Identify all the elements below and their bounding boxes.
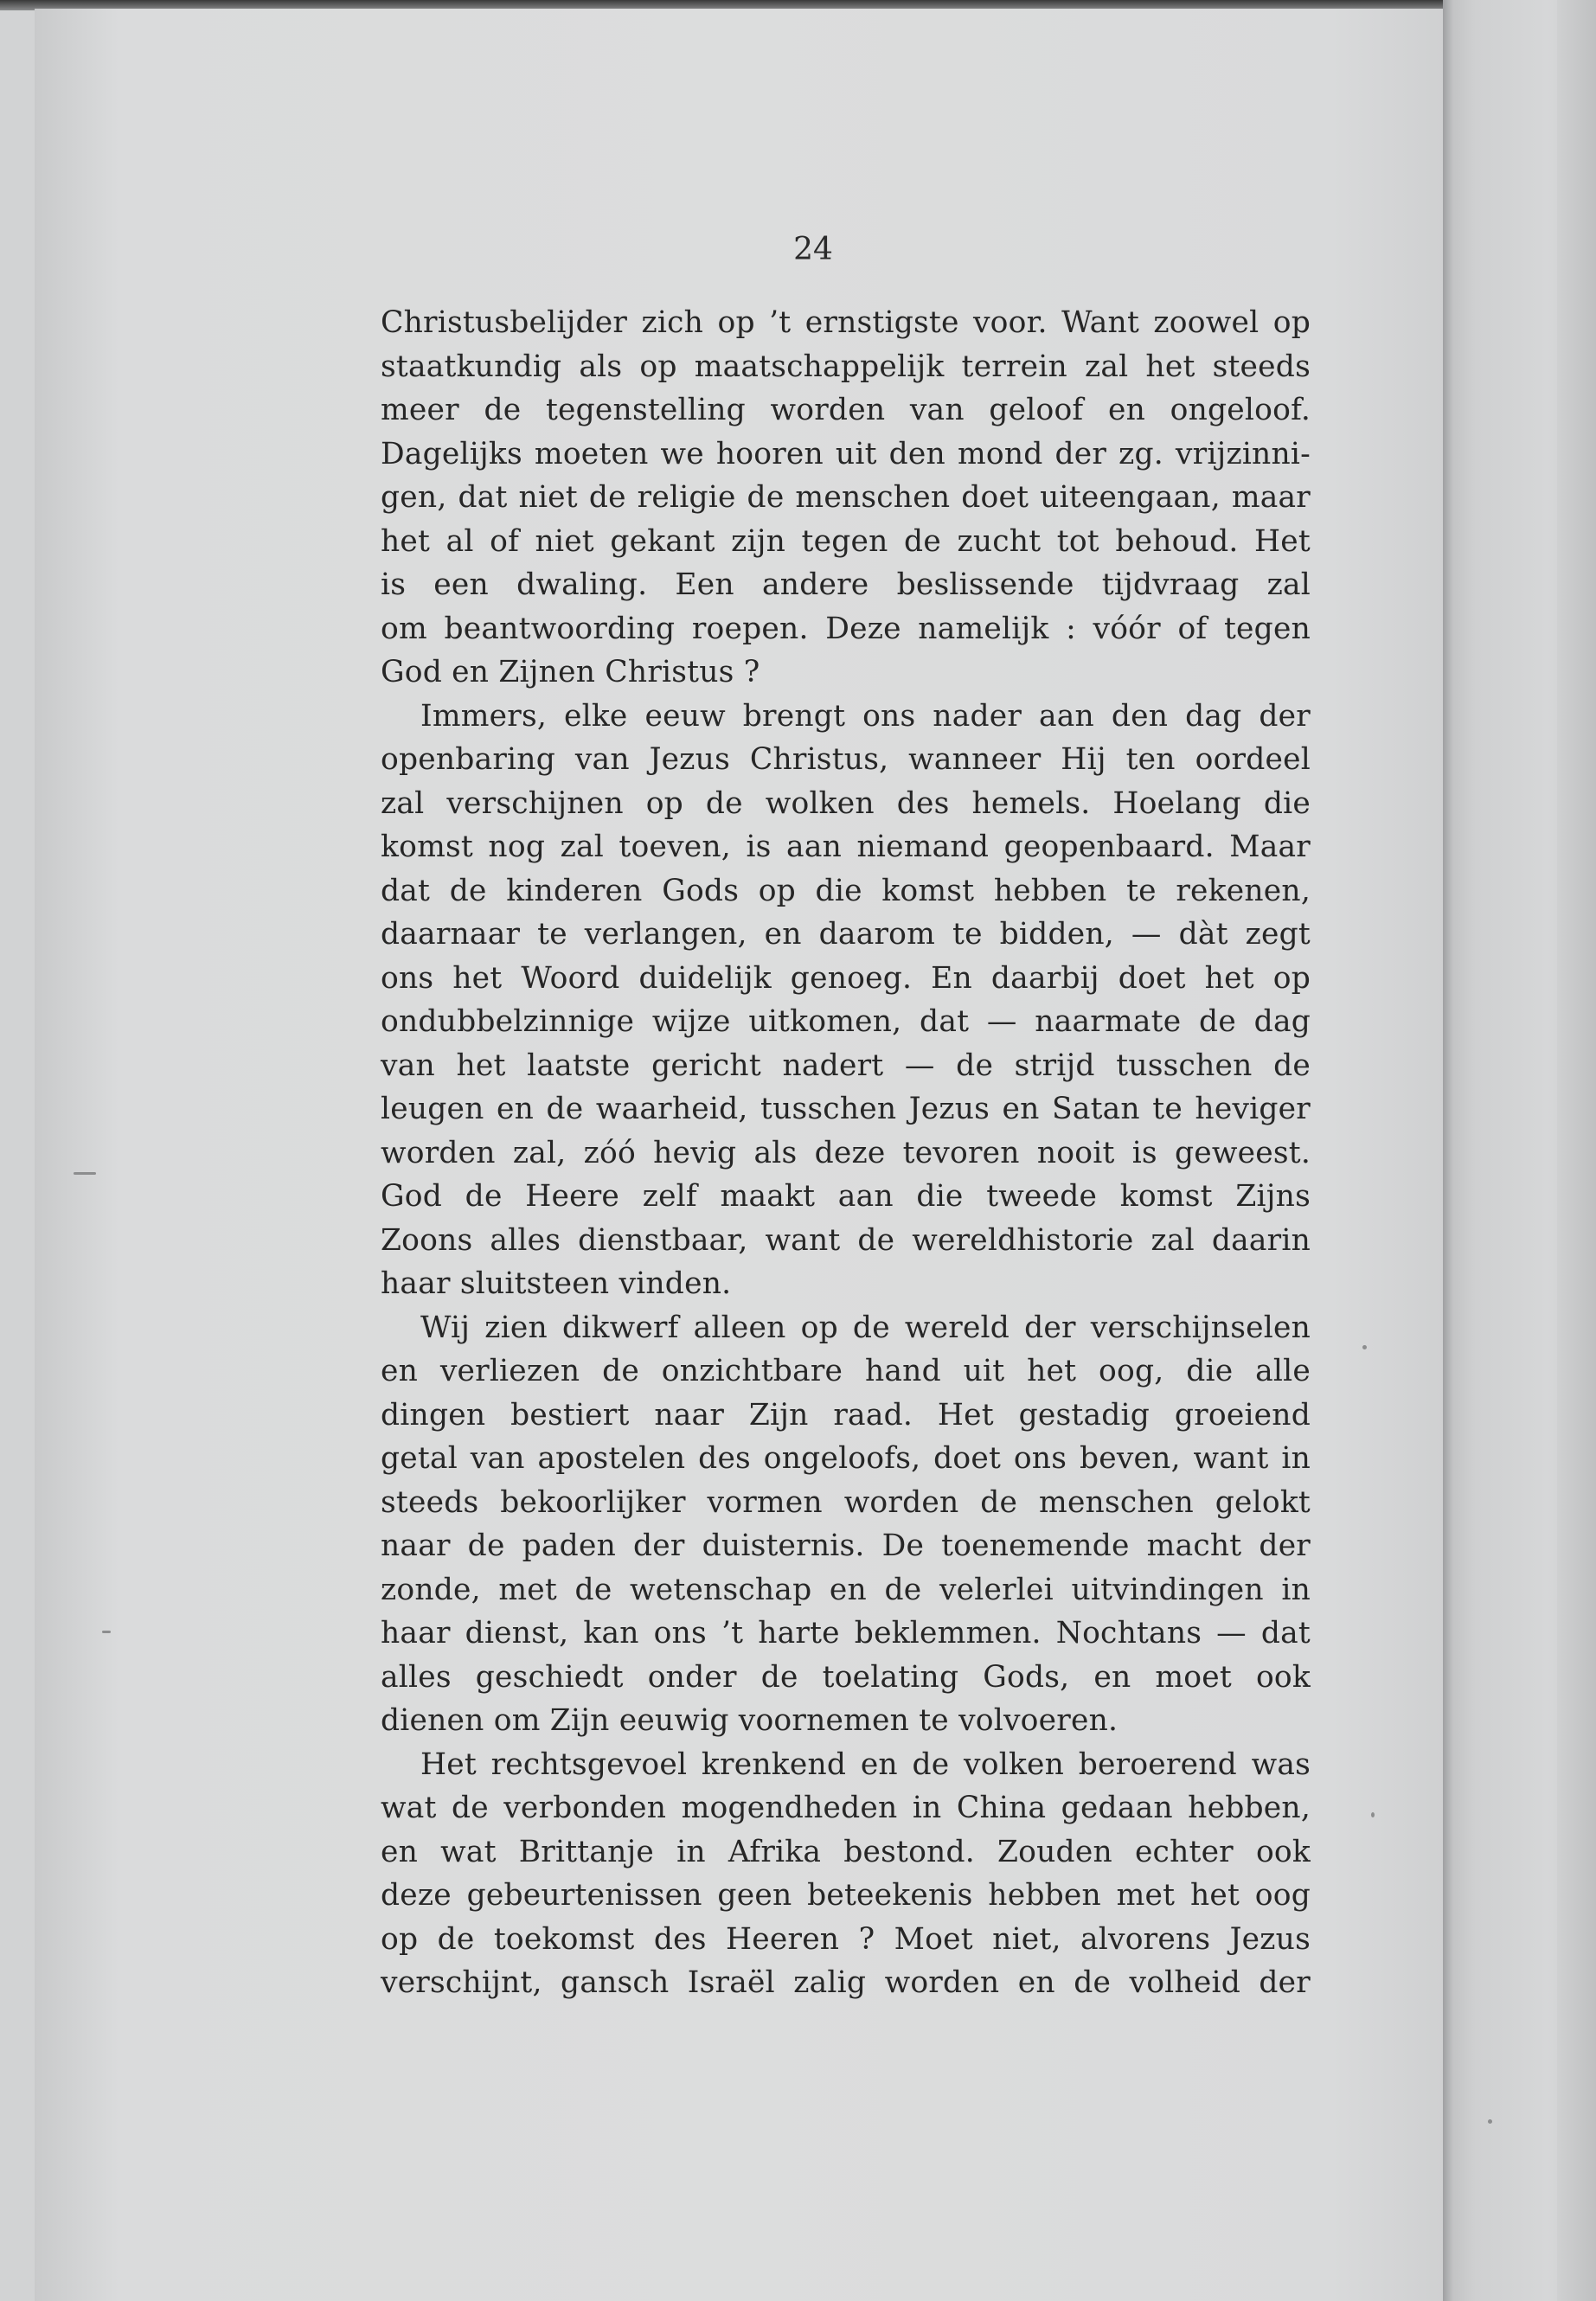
- text-line: ondubbelzinnige wijze uitkomen, dat — naarmate de dag: [381, 1004, 1311, 1039]
- text-line: leugen en de waarheid, tusschen Jezus en Satan te heviger: [381, 1092, 1311, 1126]
- page-number: 24: [793, 232, 833, 267]
- text-line: Zoons alles dienstbaar, want de wereldhistorie zal daarin: [381, 1222, 1311, 1258]
- paper-speck: [1362, 1345, 1367, 1349]
- text-line: Dagelijks moeten we hooren uit den mond der zg. vrijzinni-: [381, 436, 1311, 471]
- text-line: getal van apostelen des ongeloofs, doet ons beven, want in: [381, 1441, 1311, 1476]
- text-line: is een dwaling. Een andere beslissende tijdvraag zal: [381, 567, 1311, 602]
- text-line: zal verschijnen op de wolken des hemels. Hoelang die: [381, 785, 1311, 821]
- paragraph-1: [381, 301, 1311, 695]
- text-line: wat de verbonden mogendheden in China gedaan hebben,: [381, 1791, 1311, 1825]
- text-line: het al of niet gekant zijn tegen de zucht tot behoud. Het: [381, 523, 1311, 559]
- text-line: deze gebeurtenissen geen beteekenis hebben met het oog: [381, 1878, 1311, 1913]
- page-gutter-shadow: [1443, 0, 1477, 2301]
- text-line: daarnaar te verlangen, en daarom te bidden, — dàt zegt: [381, 917, 1311, 952]
- text-line: steeds bekoorlijker vormen worden de menschen gelokt: [381, 1484, 1311, 1520]
- text-line: zonde, met de wetenschap en de velerlei uitvindingen in: [381, 1572, 1311, 1607]
- text-line: en verliezen de onzichtbare hand uit het oog, die alle: [381, 1354, 1311, 1388]
- text-line: van het laatste gericht nadert — de strijd tusschen de: [381, 1048, 1311, 1083]
- text-line: Wij zien dikwerf alleen op de wereld der verschijnselen: [420, 1310, 1311, 1345]
- text-line: naar de paden der duisternis. De toenemende macht der: [381, 1529, 1311, 1563]
- paper-mark: [74, 1172, 96, 1175]
- paper-speck: [1488, 2119, 1492, 2124]
- scan-right-margin: [1557, 0, 1596, 2301]
- text-line: haar dienst, kan ons ’t harte beklemmen. Nochtans — dat: [381, 1616, 1311, 1650]
- text-line: Immers, elke eeuw brengt ons nader aan den dag der: [420, 698, 1311, 734]
- text-line: dat de kinderen Gods op die komst hebben te rekenen,: [381, 873, 1311, 908]
- text-line: meer de tegenstelling worden van geloof en ongeloof.: [381, 393, 1311, 427]
- text-line: openbaring van Jezus Christus, wanneer Hij ten oordeel: [381, 742, 1311, 777]
- paragraph-2: [381, 695, 1311, 1306]
- text-line: komst nog zal toeven, is aan niemand geopenbaard. Maar: [381, 830, 1311, 864]
- paragraph-4: [381, 1743, 1311, 2005]
- text-line: worden zal, zóó hevig als deze tevoren nooit is geweest.: [381, 1135, 1311, 1170]
- text-line: gen, dat niet de religie de menschen doet uiteengaan, maar: [381, 480, 1311, 515]
- text-line: dingen bestiert naar Zijn raad. Het gestadig groeiend: [381, 1397, 1311, 1433]
- text-line: God de Heere zelf maakt aan die tweede komst Zijns: [381, 1179, 1311, 1214]
- text-line: om beantwoording roepen. Deze namelijk : vóór of tegen: [381, 611, 1311, 646]
- text-line: God en Zijnen Christus ?: [381, 655, 760, 689]
- text-line: op de toekomst des Heeren ? Moet niet, alvorens Jezus: [381, 1921, 1311, 1957]
- text-line: verschijnt, gansch Israël zalig worden en de volheid der: [381, 1965, 1311, 2000]
- text-line: dienen om Zijn eeuwig voornemen te volvoeren.: [381, 1703, 1118, 1738]
- paper-speck: [1371, 1812, 1375, 1817]
- text-line: en wat Brittanje in Afrika bestond. Zouden echter ook: [381, 1834, 1311, 1869]
- text-line: ons het Woord duidelijk genoeg. En daarbij doet het op: [381, 960, 1311, 996]
- paragraph-3: [381, 1306, 1311, 1743]
- body-text: [381, 301, 1311, 2005]
- paper-mark: [102, 1631, 111, 1633]
- text-line: staatkundig als op maatschappelijk terrein zal het steeds: [381, 349, 1311, 384]
- text-line: haar sluitsteen vinden.: [381, 1266, 732, 1301]
- text-line: alles geschiedt onder de toelating Gods, en moet ook: [381, 1659, 1311, 1695]
- text-line: Christusbelijder zich op ’t ernstigste voor. Want zoowel op: [381, 305, 1311, 340]
- text-line: Het rechtsgevoel krenkend en de volken beroerend was: [420, 1747, 1311, 1782]
